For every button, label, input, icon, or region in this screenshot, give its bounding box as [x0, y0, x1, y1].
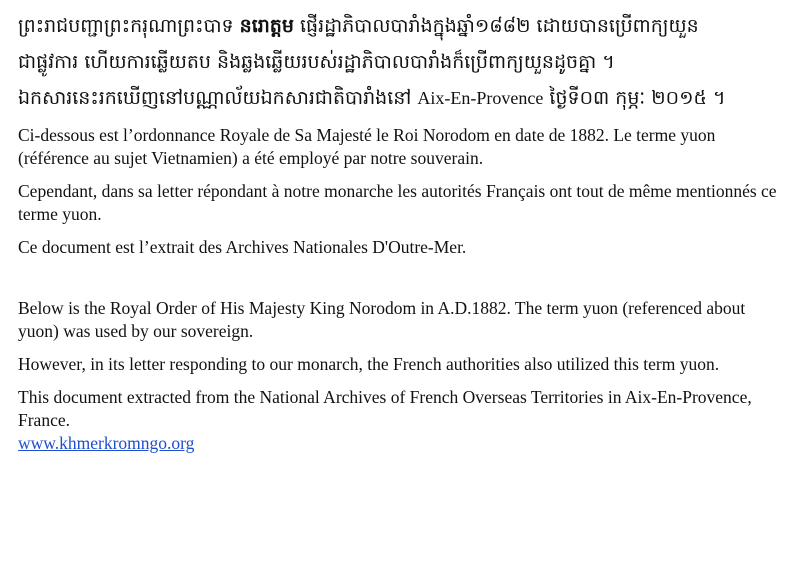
- khmer-line-3-end: ថ្ងៃទី០៣ កុម្ភៈ ២០១៥ ។: [543, 87, 726, 109]
- khmer-line-3-start: ឯកសារនេះរកឃើញនៅបណ្ណាល័យឯកសារជាតិបារាំងនៅ: [18, 87, 418, 109]
- french-paragraph-3: Ce document est l’extrait des Archives Nationales D'Outre-Mer.: [18, 237, 467, 257]
- khmer-place-name: Aix-En-Provence: [417, 88, 544, 108]
- khmer-line-1-start: ព្រះរាជបញ្ជាព្រះករុណាព្រះបាទ: [18, 15, 240, 37]
- english-paragraph-2: However, in its letter responding to our monarch, the French authorities also utilized this term yuon.: [18, 354, 720, 374]
- khmer-line-1: [18, 8, 782, 44]
- website-link[interactable]: www.khmerkromngo.org: [18, 433, 195, 453]
- french-paragraph-1: Ci-dessous est l’ordonnance Royale de Sa Majesté le Roi Norodom en date de 1882. Le terme yuon (référence au sujet Vietnamien) a été employé par notre souverain.: [18, 125, 716, 168]
- khmer-line-3: [18, 80, 782, 116]
- khmer-king-name: នរោត្តម: [239, 15, 294, 37]
- khmer-line-1-end: ផ្ញើរដ្ឋាភិបាលបារាំងក្នុងឆ្នាំ១៨៨២ ដោយបានប្រើពាក្យយួន: [293, 15, 699, 37]
- english-paragraph-1: Below is the Royal Order of His Majesty King Norodom in A.D.1882. The term yuon (referenced about yuon) was used by our sovereign.: [18, 298, 746, 341]
- khmer-line-2: ជាផ្លូវការ ហើយការឆ្លើយតប និងឆ្លងឆ្លើយរបស់រដ្ឋាភិបាលបារាំងក៏ប្រើពាក្យយួនដូចគ្នា ។: [18, 51, 615, 73]
- khmer-section: [18, 0, 782, 116]
- french-paragraph-2: Cependant, dans sa letter répondant à notre monarche les autorités Français ont tout de même mentionnés ce terme yuon.: [18, 181, 777, 224]
- english-paragraph-3: This document extracted from the National Archives of French Overseas Territories in Aix-En-Provence, France.: [18, 387, 752, 430]
